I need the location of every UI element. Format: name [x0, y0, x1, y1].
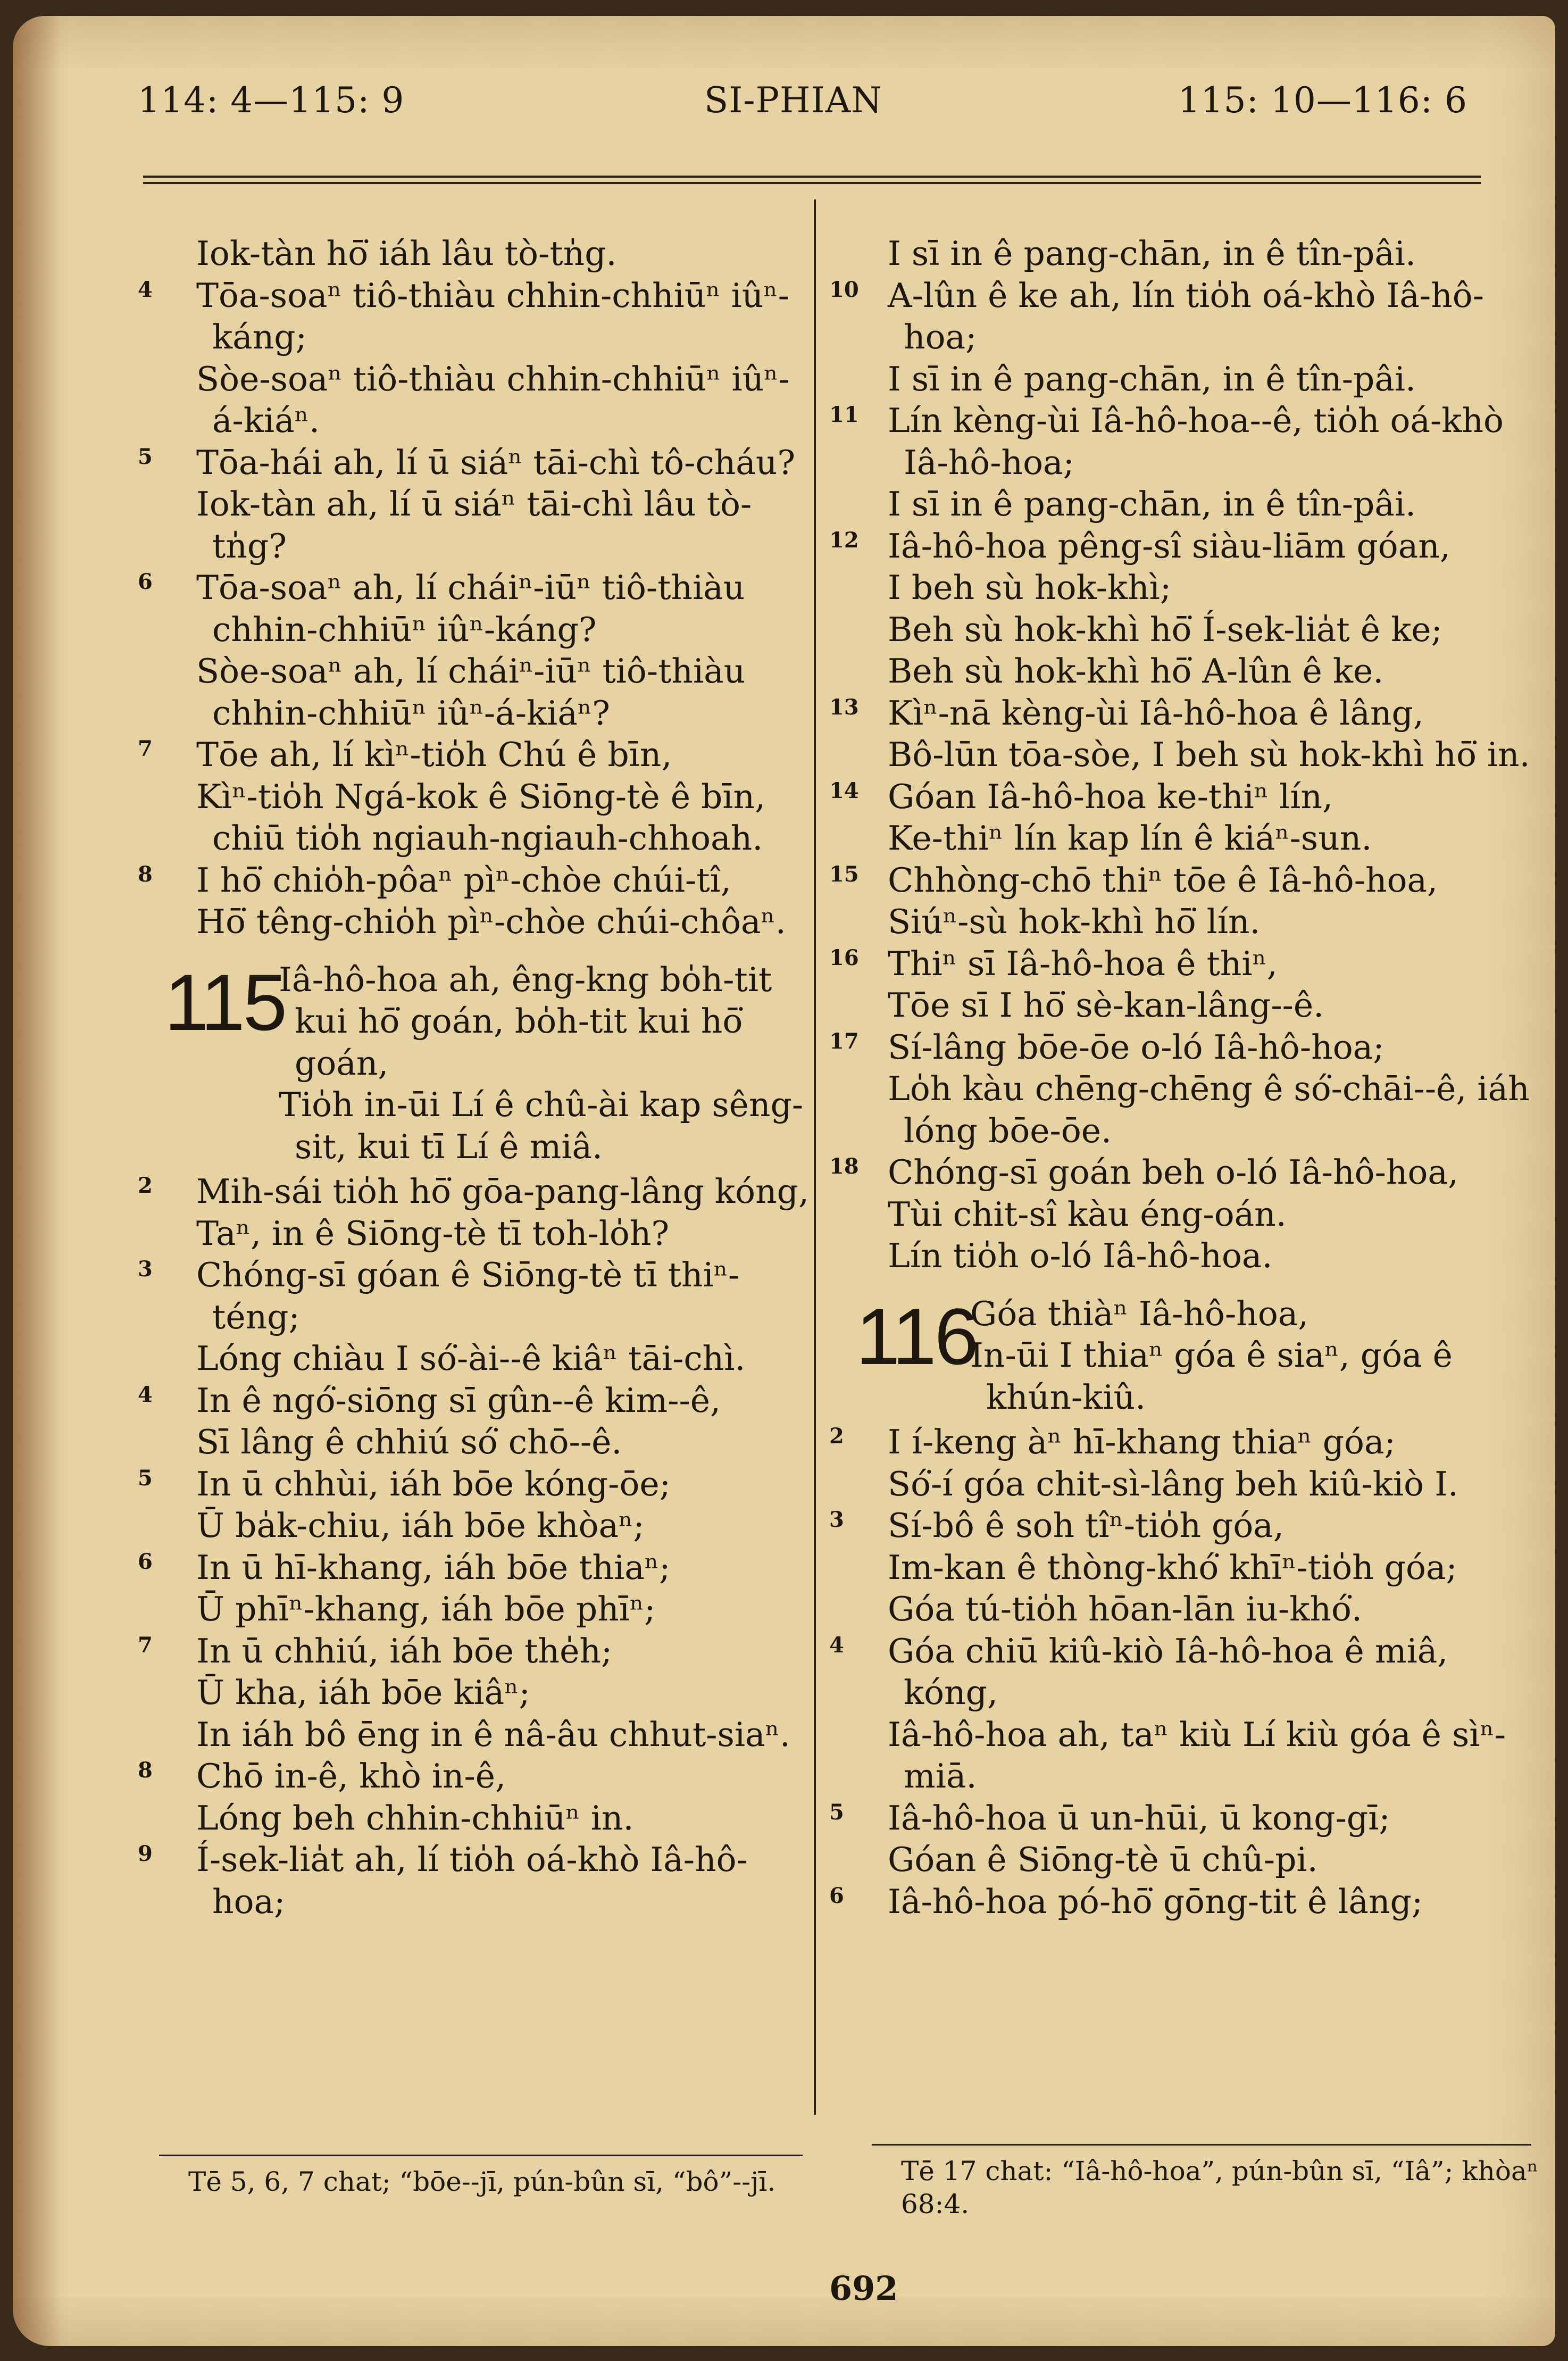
- verse-text: Ū kha, iáh bōe kiâⁿ;: [196, 1673, 530, 1712]
- verse-line: [159, 1672, 811, 1714]
- verse-line: [138, 1756, 811, 1798]
- verse-text: Ū phīⁿ-khang, iáh bōe phīⁿ;: [196, 1590, 656, 1628]
- verse-line: [138, 442, 811, 484]
- verse-line: [159, 776, 811, 860]
- verse-text: Lóng beh chhin-chhiūⁿ in.: [196, 1798, 634, 1838]
- verse-line: [850, 359, 1542, 401]
- verse-line: [829, 943, 1542, 985]
- psalm-heading-block: [850, 1293, 1542, 1419]
- verse-text: Góan Iâ-hô-hoa ke-thiⁿ lín,: [888, 777, 1333, 816]
- psalm-heading-block: [159, 959, 811, 1168]
- verse-text: Í-sek-lia̍t ah, lí tio̍h oá-khò Iâ-hô-hoa;: [196, 1840, 748, 1921]
- verse-line: [829, 693, 1542, 735]
- verse-number: 7: [138, 736, 153, 761]
- verse-number: 2: [138, 1173, 153, 1198]
- verse-line: [138, 1631, 811, 1673]
- verse-line: [850, 1547, 1542, 1589]
- verse-line: [159, 1213, 811, 1255]
- verse-line: [138, 1380, 811, 1422]
- footnote-right: Tē 17 chat: “Iâ-hô-hoa”, pún-bûn sī, “Iâ”; khòaⁿ 68:4.: [901, 2156, 1539, 2219]
- verse-line: [829, 1505, 1542, 1547]
- verse-line: [850, 1068, 1542, 1152]
- verse-line: [850, 609, 1542, 651]
- verse-text: Tōa-soaⁿ tiô-thiàu chhin-chhiūⁿ iûⁿ-káng;: [196, 276, 789, 356]
- verse-line: [829, 1881, 1542, 1923]
- verse-number: 16: [829, 945, 859, 970]
- verse-text: Mih-sái tio̍h hō͘ gōa-pang-lâng kóng,: [196, 1172, 809, 1211]
- verse-number: 15: [829, 861, 859, 887]
- psalm-number: 116: [856, 1291, 977, 1381]
- verse-text: Tōa-soaⁿ ah, lí cháiⁿ-iūⁿ tiô-thiàu chhin-chhiūⁿ iûⁿ-káng?: [196, 568, 745, 649]
- verse-text: In ê ngó͘-siōng sī gûn--ê kim--ê,: [196, 1381, 721, 1420]
- verse-text: In ū hī-khang, iáh bōe thiaⁿ;: [196, 1548, 671, 1587]
- verse-number: 4: [138, 277, 153, 302]
- verse-text: Lóng chiàu I só͘-ài--ê kiâⁿ tāi-chì.: [196, 1339, 746, 1378]
- verse-text: Iâ-hô-hoa pó-hō͘ gōng-tit ê lâng;: [888, 1882, 1423, 1921]
- verse-line: [138, 1464, 811, 1506]
- verse-line: [850, 901, 1542, 943]
- verse-text: Góan ê Siōng-tè ū chû-pi.: [888, 1840, 1318, 1879]
- verse-line: [159, 901, 811, 943]
- verse-line: [829, 1631, 1542, 1714]
- verse-text: Sī lâng ê chhiú só͘ chō--ê.: [196, 1423, 622, 1461]
- verse-text: Siúⁿ-sù hok-khì hō͘ lín.: [888, 902, 1261, 941]
- verse-line: [829, 1798, 1542, 1840]
- verse-text: Iok-tàn ah, lí ū siáⁿ tāi-chì lâu tò-tn̍g?: [196, 485, 752, 566]
- verse-number: 3: [138, 1257, 153, 1282]
- verse-text: Tōe sī I hō͘ sè-kan-lâng--ê.: [888, 986, 1324, 1025]
- verse-text: Kìⁿ-nā kèng-ùi Iâ-hô-hoa ê lâng,: [888, 693, 1424, 733]
- verse-number: 6: [138, 569, 153, 594]
- verse-text: I hō͘ chio̍h-pôaⁿ pìⁿ-chòe chúi-tî,: [196, 860, 731, 900]
- psalm-opening-line: Tio̍h in-ūi Lí ê chû-ài kap sêng-sit, kui tī Lí ê miâ.: [279, 1085, 804, 1166]
- verse-text: Thiⁿ sī Iâ-hô-hoa ê thiⁿ,: [888, 944, 1278, 983]
- verse-text: Só͘-í góa chit-sì-lâng beh kiû-kiò I.: [888, 1464, 1458, 1503]
- verse-number: 6: [138, 1549, 153, 1574]
- verse-line: [850, 1464, 1542, 1506]
- verse-number: 2: [829, 1424, 844, 1449]
- verse-line: [159, 484, 811, 567]
- verse-line: [829, 526, 1542, 568]
- verse-text: Góa chiū kiû-kiò Iâ-hô-hoa ê miâ, kóng,: [888, 1631, 1448, 1712]
- verse-line: [850, 1589, 1542, 1631]
- verse-text: Ke-thiⁿ lín kap lín ê kiáⁿ-sun.: [888, 819, 1372, 858]
- verse-number: 4: [829, 1632, 844, 1658]
- right-column: [829, 233, 1542, 1923]
- verse-number: 8: [138, 861, 153, 887]
- verse-text: Taⁿ, in ê Siōng-tè tī toh-lo̍h?: [196, 1213, 670, 1253]
- verse-text: I beh sù hok-khì;: [888, 568, 1172, 607]
- verse-line: [850, 1714, 1542, 1798]
- verse-number: 5: [138, 1465, 153, 1491]
- verse-line: [850, 734, 1542, 776]
- page-number: 692: [829, 2269, 898, 2308]
- verse-text: Bô-lūn tōa-sòe, I beh sù hok-khì hō͘ in.: [888, 735, 1530, 774]
- psalm-number: 115: [164, 957, 286, 1047]
- verse-text: Tōa-hái ah, lí ū siáⁿ tāi-chì tô-cháu?: [196, 443, 796, 482]
- verse-number: 17: [829, 1028, 859, 1054]
- verse-text: Iâ-hô-hoa ah, taⁿ kiù Lí kiù góa ê sìⁿ-miā.: [888, 1715, 1506, 1795]
- verse-number: 4: [138, 1382, 153, 1407]
- verse-text: In iáh bô ēng in ê nâ-âu chhut-siaⁿ.: [196, 1715, 790, 1754]
- verse-line: [138, 1839, 811, 1923]
- verse-line: [850, 567, 1542, 609]
- verse-text: In ū chhùi, iáh bōe kóng-ōe;: [196, 1464, 671, 1503]
- verse-text: Kìⁿ-tio̍h Ngá-kok ê Siōng-tè ê bīn, chiū tio̍h ngiauh-ngiauh-chhoah.: [196, 777, 766, 858]
- verse-line: [829, 1421, 1542, 1464]
- verse-number: 8: [138, 1758, 153, 1783]
- verse-line: [159, 359, 811, 442]
- verse-line: [159, 1714, 811, 1756]
- left-column: [138, 233, 811, 1923]
- footnote-left: Tē 5, 6, 7 chat; “bōe--jī, pún-bûn sī, “bô”--jī.: [188, 2166, 776, 2197]
- footnote-rule-left: [159, 2155, 803, 2156]
- psalm-opening-line: Iâ-hô-hoa ah, êng-kng bo̍h-tit kui hō͘ goán, bo̍h-tit kui hō͘ goán,: [279, 960, 772, 1083]
- verse-line: [850, 1839, 1542, 1881]
- verse-text: Lo̍h kàu chēng-chēng ê só͘-chāi--ê, iáh lóng bōe-ōe.: [888, 1069, 1530, 1150]
- verse-number: 5: [138, 444, 153, 469]
- verse-text: Góa tú-tio̍h hōan-lān iu-khó͘.: [888, 1590, 1362, 1628]
- verse-line: [138, 734, 811, 776]
- verse-line: [829, 275, 1542, 359]
- header-book-title: SI-PHIAN: [704, 80, 883, 121]
- verse-text: Beh sù hok-khì hō͘ A-lûn ê ke.: [888, 652, 1384, 691]
- verse-text: Tùi chit-sî kàu éng-oán.: [888, 1194, 1287, 1234]
- verse-number: 12: [829, 527, 859, 553]
- verse-number: 6: [829, 1883, 844, 1908]
- verse-line: [138, 567, 811, 651]
- book-page: [13, 16, 1555, 2346]
- verse-text: I sī in ê pang-chān, in ê tîn-pâi.: [888, 234, 1416, 273]
- verse-number: 5: [829, 1799, 844, 1825]
- verse-line: [850, 818, 1542, 860]
- verse-text: Hō͘ têng-chio̍h pìⁿ-chòe chúi-chôaⁿ.: [196, 902, 786, 941]
- verse-text: I sī in ê pang-chān, in ê tîn-pâi.: [888, 359, 1416, 398]
- verse-number: 11: [829, 402, 859, 427]
- verse-line: [159, 233, 811, 275]
- verse-line: [138, 275, 811, 359]
- verse-text: Iâ-hô-hoa pêng-sî siàu-liām góan,: [888, 526, 1450, 566]
- header-rule-bottom: [143, 182, 1481, 184]
- verse-line: [850, 651, 1542, 693]
- verse-line: [159, 1798, 811, 1840]
- verse-text: Sòe-soaⁿ ah, lí cháiⁿ-iūⁿ tiô-thiàu chhin-chhiūⁿ iûⁿ-á-kiáⁿ?: [196, 652, 746, 733]
- verse-text: Chóng-sī goán beh o-ló Iâ-hô-hoa,: [888, 1153, 1458, 1192]
- verse-text: Chhòng-chō thiⁿ tōe ê Iâ-hô-hoa,: [888, 860, 1438, 900]
- verse-text: Tōe ah, lí kìⁿ-tio̍h Chú ê bīn,: [196, 735, 672, 774]
- verse-line: [850, 233, 1542, 275]
- verse-line: [829, 1152, 1542, 1194]
- psalm-opening-line: In-ūi I thiaⁿ góa ê siaⁿ, góa ê khún-kiû.: [970, 1336, 1453, 1417]
- verse-text: Ū ba̍k-chiu, iáh bōe khòaⁿ;: [196, 1506, 645, 1545]
- verse-line: [159, 1505, 811, 1547]
- footnote-rule-right: [872, 2144, 1531, 2146]
- verse-line: [829, 1027, 1542, 1069]
- verse-line: [850, 1194, 1542, 1236]
- verse-line: [850, 1235, 1542, 1277]
- verse-line: [138, 860, 811, 902]
- verse-text: I í-keng àⁿ hī-khang thiaⁿ góa;: [888, 1423, 1396, 1461]
- psalm-opening-line: Góa thiàⁿ Iâ-hô-hoa,: [970, 1294, 1309, 1333]
- verse-line: [850, 484, 1542, 526]
- verse-text: Beh sù hok-khì hō͘ Í-sek-lia̍t ê ke;: [888, 610, 1442, 649]
- verse-line: [829, 860, 1542, 902]
- verse-number: 18: [829, 1154, 859, 1179]
- verse-line: [829, 776, 1542, 818]
- verse-line: [138, 1171, 811, 1213]
- verse-text: Chóng-sī góan ê Siōng-tè tī thiⁿ-téng;: [196, 1256, 740, 1336]
- verse-line: [159, 651, 811, 734]
- column-divider: [814, 199, 816, 2115]
- verse-text: Lín kèng-ùi Iâ-hô-hoa--ê, tio̍h oá-khò Iâ-hô-hoa;: [888, 401, 1504, 482]
- verse-text: Lín tio̍h o-ló Iâ-hô-hoa.: [888, 1236, 1273, 1275]
- verse-line: [159, 1589, 811, 1631]
- header-right-reference: 115: 10—116: 6: [1178, 80, 1467, 121]
- verse-line: [829, 400, 1542, 484]
- verse-line: [850, 985, 1542, 1027]
- verse-line: [159, 1338, 811, 1380]
- verse-number: 13: [829, 694, 859, 720]
- verse-number: 14: [829, 778, 859, 803]
- verse-number: 10: [829, 277, 859, 302]
- verse-text: Chō in-ê, khò in-ê,: [196, 1757, 506, 1795]
- verse-text: A-lûn ê ke ah, lín tio̍h oá-khò Iâ-hô-hoa;: [888, 276, 1484, 356]
- verse-line: [138, 1547, 811, 1589]
- verse-text: Sí-bô ê soh tîⁿ-tio̍h góa,: [888, 1506, 1284, 1545]
- verse-text: Sòe-soaⁿ tiô-thiàu chhin-chhiūⁿ iûⁿ-á-kiáⁿ.: [196, 359, 790, 440]
- verse-text: Im-kan ê thòng-khó͘ khīⁿ-tio̍h góa;: [888, 1548, 1457, 1587]
- verse-line: [138, 1254, 811, 1338]
- verse-text: Iâ-hô-hoa ū un-hūi, ū kong-gī;: [888, 1798, 1390, 1838]
- verse-number: 9: [138, 1841, 153, 1866]
- verse-text: In ū chhiú, iáh bōe the̍h;: [196, 1631, 613, 1670]
- header-left-reference: 114: 4—115: 9: [138, 80, 405, 121]
- header-rule-top: [143, 176, 1481, 178]
- verse-text: Sí-lâng bōe-ōe o-ló Iâ-hô-hoa;: [888, 1027, 1384, 1067]
- verse-text: I sī in ê pang-chān, in ê tîn-pâi.: [888, 485, 1416, 523]
- verse-text: Iok-tàn hō͘ iáh lâu tò-tn̍g.: [196, 234, 617, 273]
- verse-line: [159, 1421, 811, 1464]
- verse-number: 3: [829, 1507, 844, 1532]
- verse-number: 7: [138, 1632, 153, 1658]
